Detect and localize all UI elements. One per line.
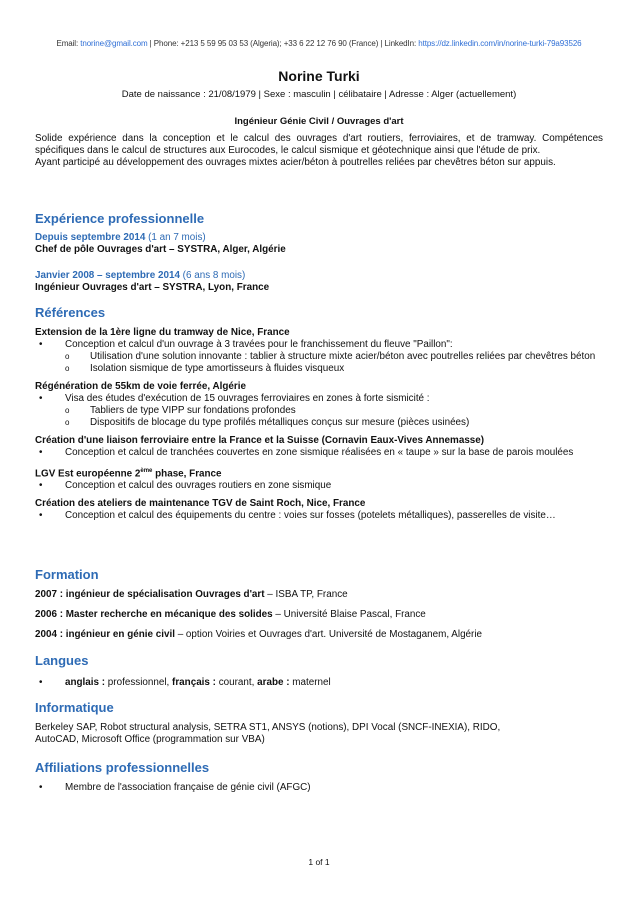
- experience-role: Chef de pôle Ouvrages d'art – SYSTRA, Alger, Algérie: [35, 244, 286, 255]
- computing-heading: Informatique: [35, 700, 114, 715]
- reference-title-text: LGV Est européenne 2: [35, 468, 141, 480]
- experience-role: Ingénieur Ouvrages d'art – SYSTRA, Lyon, France: [35, 282, 270, 293]
- list-item-text: Tabliers de type VIPP sur fondations profondes: [90, 405, 296, 416]
- circle-bullet-icon: o: [65, 418, 70, 427]
- references-list: [35, 327, 603, 522]
- list-item: [35, 480, 603, 492]
- school: – ISBA TP, France: [264, 589, 348, 600]
- school: – Université Blaise Pascal, France: [272, 609, 426, 620]
- experience-period: Depuis septembre 2014: [35, 232, 146, 243]
- language-name: anglais :: [65, 677, 106, 688]
- sub-list-item: [35, 363, 603, 375]
- contact-header: [0, 39, 638, 48]
- reference-title: [35, 465, 603, 480]
- education-heading: Formation: [35, 567, 99, 582]
- summary-paragraph: Solide expérience dans la conception et le calcul des ouvrages d'art routiers, ferroviaires, et de tramway. Compétences spécifiques dans le calcul de structures aux Eurocodes, le calcul sismique et géotechnique ainsi que l'étude de prix.: [35, 133, 603, 156]
- experience-item: [35, 270, 603, 294]
- school: – option Voiries et Ouvrages d'art. Université de Mostaganem, Algérie: [174, 629, 483, 640]
- experience-duration: (1 an 7 mois): [145, 232, 206, 243]
- language-level: courant,: [215, 677, 258, 688]
- list-item-text: Conception et calcul des ouvrages routiers en zone sismique: [65, 480, 332, 492]
- linkedin-link[interactable]: https://dz.linkedin.com/in/norine-turki-79a93526: [418, 39, 582, 48]
- language-name: arabe :: [257, 677, 290, 688]
- computing-skills: [35, 722, 603, 746]
- language-level: professionnel,: [105, 677, 173, 688]
- summary: [35, 133, 603, 169]
- bullet-icon: •: [39, 480, 43, 492]
- list-item-text: Utilisation d'une solution innovante : tablier à structure mixte acier/béton avec poutrelles reliées par chevêtres béton: [90, 351, 596, 362]
- list-item: [35, 447, 603, 459]
- email-link[interactable]: tnorine@gmail.com: [80, 39, 148, 48]
- languages-heading: Langues: [35, 653, 89, 668]
- email-label: Email:: [56, 39, 81, 48]
- skills-line: AutoCAD, Microsoft Office (programmation sur VBA): [35, 734, 265, 745]
- reference-title: Création d'une liaison ferroviaire entre la France et la Suisse (Cornavin Eaux-Vives Annemasse): [35, 435, 485, 446]
- list-item-text: Dispositifs de blocage du type profilés métalliques conçus sur mesure (pièces usinées): [90, 417, 470, 428]
- sub-list-item: [35, 351, 603, 363]
- superscript: ème: [140, 468, 153, 474]
- personal-info: Date de naissance : 21/08/1979 | Sexe : masculin | célibataire | Adresse : Alger (actuellement): [121, 89, 517, 100]
- list-item: [35, 339, 603, 351]
- skills-line: Berkeley SAP, Robot structural analysis, SETRA ST1, ANSYS (notions), DPI Vocal (SNCF-INEXIA), RIDO,: [35, 722, 501, 733]
- language-level: maternel: [289, 677, 331, 688]
- reference-title-text: phase, France: [152, 468, 222, 480]
- list-item: [35, 393, 603, 405]
- experience-item: [35, 232, 603, 256]
- bullet-icon: •: [39, 339, 43, 350]
- list-item-text: Isolation sismique de type amortisseurs à fluides visqueux: [90, 363, 345, 374]
- circle-bullet-icon: o: [65, 364, 70, 373]
- degree: 2007 : ingénieur de spécialisation Ouvrages d'art: [35, 589, 265, 600]
- page-number: 1 of 1: [308, 857, 330, 867]
- bullet-icon: •: [39, 393, 43, 404]
- affiliations-list: [35, 782, 603, 794]
- degree: 2006 : Master recherche en mécanique des solides: [35, 609, 273, 620]
- list-item: [35, 510, 603, 522]
- list-item: [35, 677, 603, 689]
- bullet-icon: •: [39, 677, 43, 688]
- summary-paragraph: Ayant participé au développement des ouvrages mixtes acier/béton à poutrelles reliées par chevêtres béton sur appuis.: [35, 157, 556, 168]
- reference-title: Extension de la 1ère ligne du tramway de Nice, France: [35, 327, 290, 338]
- bullet-icon: •: [39, 447, 43, 458]
- sub-list-item: [35, 417, 603, 429]
- job-title: Ingénieur Génie Civil / Ouvrages d'art: [234, 116, 404, 127]
- education-item: [35, 609, 603, 621]
- list-item-text: Visa des études d'exécution de 15 ouvrages ferroviaires en zones à forte sismicité :: [65, 393, 430, 404]
- languages-list: [35, 677, 603, 689]
- experience-duration: (6 ans 8 mois): [179, 270, 246, 281]
- circle-bullet-icon: o: [65, 352, 70, 361]
- experience-period: Janvier 2008 – septembre 2014: [35, 270, 180, 281]
- sub-list-item: [35, 405, 603, 417]
- degree: 2004 : ingénieur en génie civil: [35, 629, 175, 640]
- experience-heading: Expérience professionnelle: [35, 211, 205, 226]
- education-item: [35, 629, 603, 641]
- candidate-name: Norine Turki: [278, 68, 360, 84]
- education-item: [35, 589, 603, 601]
- bullet-icon: •: [39, 782, 43, 793]
- bullet-icon: •: [39, 510, 43, 522]
- reference-title: Création des ateliers de maintenance TGV de Saint Roch, Nice, France: [35, 498, 366, 510]
- reference-title: Régénération de 55km de voie ferrée, Algérie: [35, 381, 246, 392]
- circle-bullet-icon: o: [65, 406, 70, 415]
- list-item-text: Membre de l'association française de génie civil (AFGC): [65, 782, 311, 793]
- list-item-text: Conception et calcul d'un ouvrage à 3 travées pour le franchissement du fleuve "Paillon":: [65, 339, 453, 350]
- references-heading: Références: [35, 305, 106, 320]
- list-item-text: Conception et calcul des équipements du centre : voies sur fosses (potelets métalliques), passerelles de visite…: [65, 510, 556, 522]
- list-item: [35, 782, 603, 794]
- phone-text: | Phone: +213 5 59 95 03 53 (Algeria); +33 6 22 12 76 90 (France) | LinkedIn:: [147, 39, 419, 48]
- affiliations-heading: Affiliations professionnelles: [35, 760, 210, 775]
- list-item-text: Conception et calcul de tranchées couvertes en zone sismique réalisées en « taupe » sur la base de parois moulées: [65, 447, 574, 458]
- language-name: français :: [172, 677, 216, 688]
